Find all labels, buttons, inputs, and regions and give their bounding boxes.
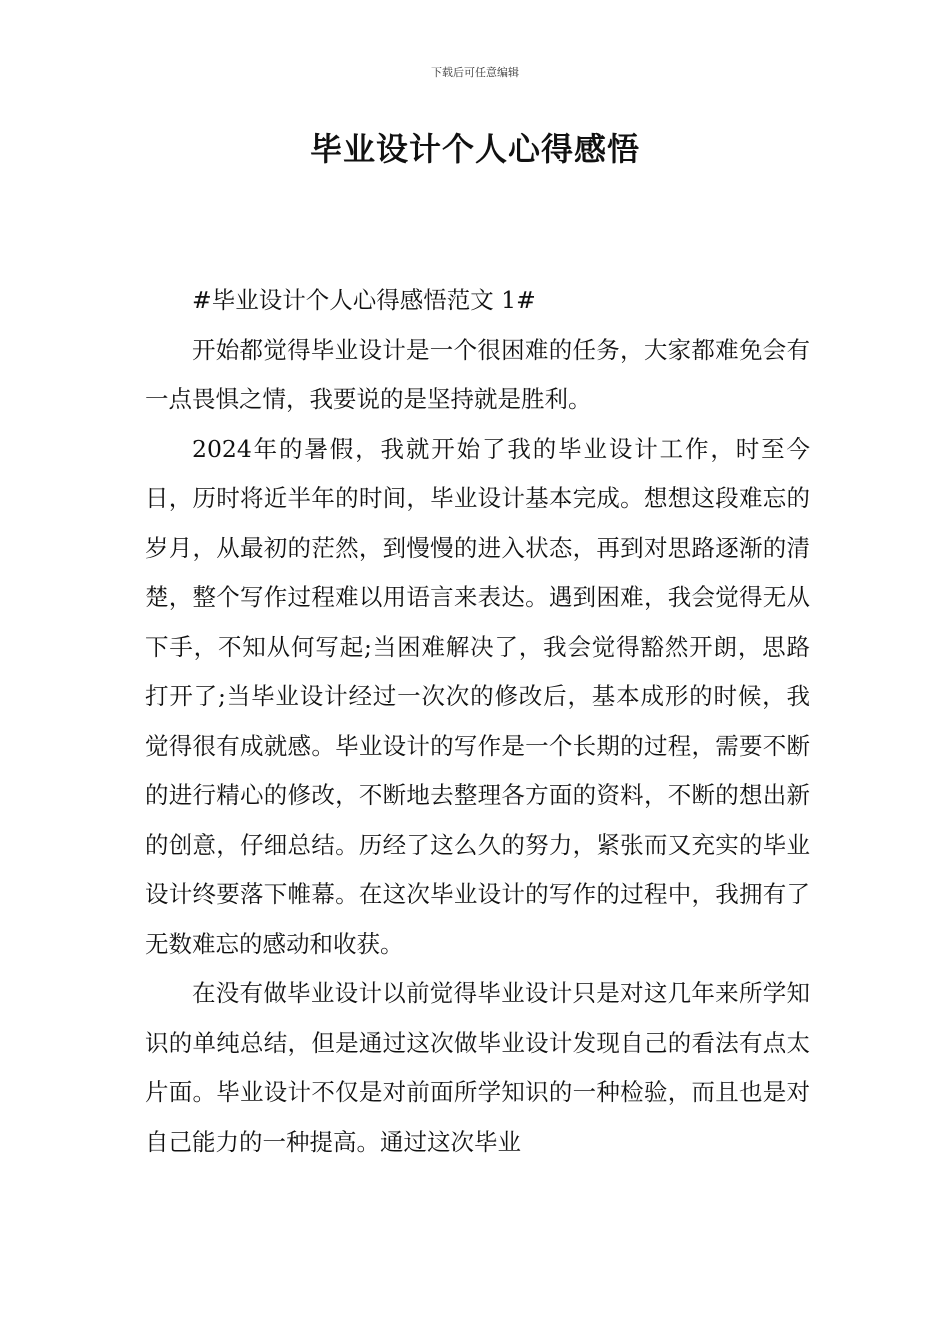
paragraph-3: 在没有做毕业设计以前觉得毕业设计只是对这几年来所学知识的单纯总结，但是通过这次做毕业设计发现自己的看法有点太片面。毕业设计不仅是对前面所学知识的一种检验，而且也是对自己能力的一种提高。通过这次毕业 [145,979,810,1156]
document-body [145,276,810,1167]
section-heading: #毕业设计个人心得感悟范文 1# [192,286,536,314]
paragraph-2: 2024年的暑假，我就开始了我的毕业设计工作，时至今日，历时将近半年的时间，毕业设计基本完成。想想这段难忘的岁月，从最初的茫然，到慢慢的进入状态，再到对思路逐渐的清楚，整个写作过程难以用语言来表达。遇到困难，我会觉得无从下手，不知从何写起;当困难解决了，我会觉得豁然开朗，思路打开了;当毕业设计经过一次次的修改后，基本成形的时候，我觉得很有成就感。毕业设计的写作是一个长期的过程，需要不断的进行精心的修改，不断地去整理各方面的资料，不断的想出新的创意，仔细总结。历经了这么久的努力，紧张而又充实的毕业设计终要落下帷幕。在这次毕业设计的写作的过程中，我拥有了无数难忘的感动和收获。 [145,434,810,958]
paragraph-1: 开始都觉得毕业设计是一个很困难的任务，大家都难免会有一点畏惧之情，我要说的是坚持就是胜利。 [145,335,810,413]
header-note: 下载后可任意编辑 [431,66,519,79]
document-title: 毕业设计个人心得感悟 [309,130,640,168]
